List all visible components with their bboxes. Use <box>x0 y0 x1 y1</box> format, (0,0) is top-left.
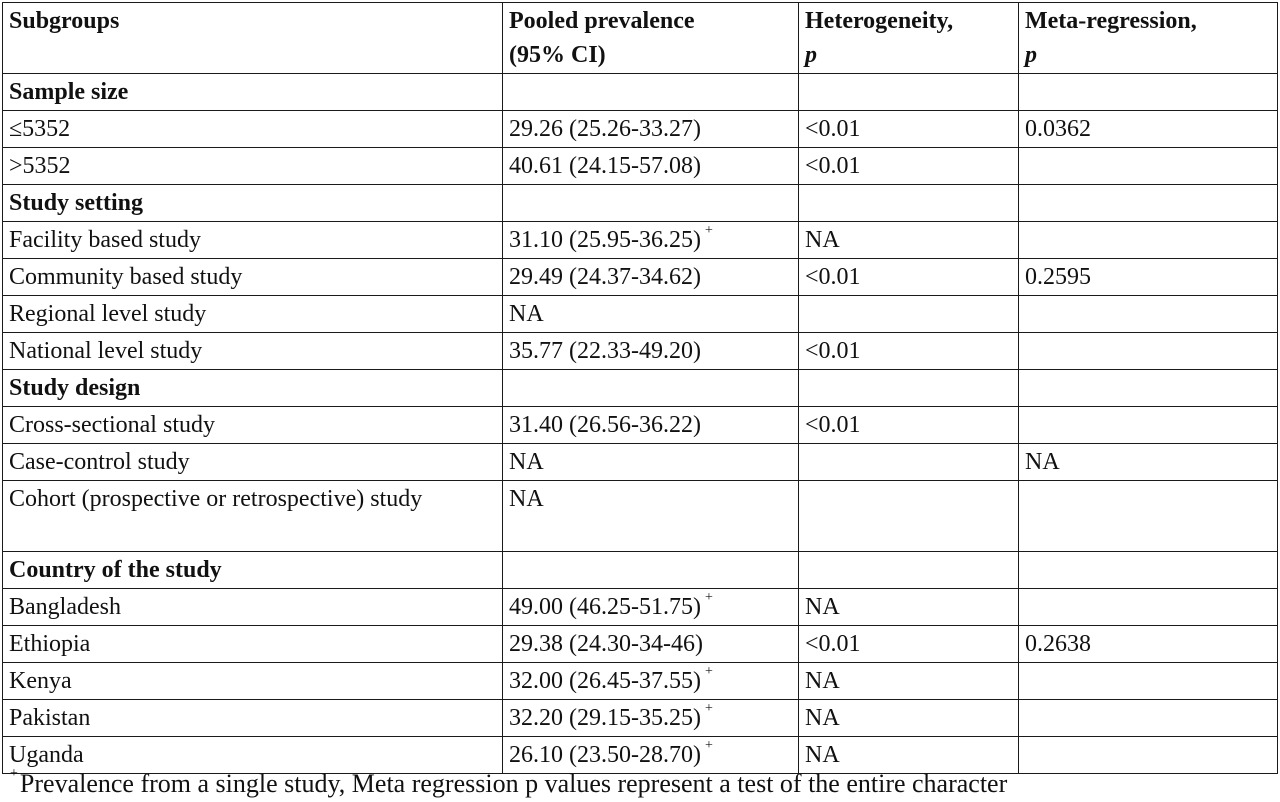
header-pooled-prevalence-line1: Pooled prevalence <box>509 8 695 34</box>
table-row <box>3 222 1278 259</box>
heterogeneity-cell: <0.01 <box>799 148 1019 185</box>
group-row-sample-size <box>3 74 1278 111</box>
heterogeneity-cell: <0.01 <box>799 259 1019 296</box>
prevalence-value: 49.00 (46.25-51.75) <box>509 594 701 620</box>
header-meta-regression-p: p <box>1025 42 1037 68</box>
prevalence-cell: NA <box>503 296 799 333</box>
table-row <box>3 444 1278 481</box>
group-label: Country of the study <box>3 552 503 589</box>
footnote-text: Prevalence from a single study, Meta regression p values represent a test of the entire character <box>19 769 1008 798</box>
meta-regression-cell <box>1019 700 1278 737</box>
prevalence-cell <box>503 700 799 737</box>
table-row <box>3 481 1278 552</box>
subgroup-cell: Ethiopia <box>3 626 503 663</box>
header-meta-regression-line1: Meta-regression, <box>1025 8 1197 34</box>
meta-regression-cell <box>1019 481 1278 552</box>
prevalence-value: 26.10 (23.50-28.70) <box>509 742 701 768</box>
heterogeneity-cell: <0.01 <box>799 111 1019 148</box>
meta-regression-cell: NA <box>1019 444 1278 481</box>
header-row <box>3 3 1278 74</box>
meta-regression-cell: 0.2638 <box>1019 626 1278 663</box>
group-row-study-design <box>3 370 1278 407</box>
subgroup-cell: ≤5352 <box>3 111 503 148</box>
group-row-country <box>3 552 1278 589</box>
prevalence-cell: 40.61 (24.15-57.08) <box>503 148 799 185</box>
meta-regression-cell <box>1019 589 1278 626</box>
heterogeneity-cell: <0.01 <box>799 407 1019 444</box>
table-row <box>3 296 1278 333</box>
subgroup-cell: National level study <box>3 333 503 370</box>
meta-regression-cell <box>1019 407 1278 444</box>
group-label: Sample size <box>3 74 503 111</box>
prevalence-cell <box>503 589 799 626</box>
table-row <box>3 663 1278 700</box>
subgroup-cell: Cohort (prospective or retrospective) study <box>3 481 503 552</box>
header-heterogeneity-p: p <box>805 42 817 68</box>
subgroup-cell: Kenya <box>3 663 503 700</box>
group-row-study-setting <box>3 185 1278 222</box>
heterogeneity-cell: <0.01 <box>799 626 1019 663</box>
header-heterogeneity-line1: Heterogeneity, <box>805 8 954 34</box>
header-pooled-prevalence-line2: (95% CI) <box>509 42 606 68</box>
subgroup-cell: Case-control study <box>3 444 503 481</box>
subgroup-cell: Cross-sectional study <box>3 407 503 444</box>
prevalence-cell: NA <box>503 444 799 481</box>
table-row <box>3 589 1278 626</box>
single-study-marker: + <box>704 223 713 238</box>
meta-regression-cell <box>1019 737 1278 774</box>
subgroup-cell: Pakistan <box>3 700 503 737</box>
subgroup-cell: Regional level study <box>3 296 503 333</box>
prevalence-cell: NA <box>503 481 799 552</box>
table-row <box>3 700 1278 737</box>
single-study-marker: + <box>704 738 713 753</box>
prevalence-cell: 29.38 (24.30-34-46) <box>503 626 799 663</box>
group-label: Study setting <box>3 185 503 222</box>
subgroup-cell: Facility based study <box>3 222 503 259</box>
header-pooled-prevalence <box>503 3 799 74</box>
subgroup-cell: Community based study <box>3 259 503 296</box>
meta-regression-cell <box>1019 296 1278 333</box>
meta-regression-cell: 0.2595 <box>1019 259 1278 296</box>
heterogeneity-cell <box>799 444 1019 481</box>
subgroup-cell: >5352 <box>3 148 503 185</box>
table-row <box>3 407 1278 444</box>
table-row <box>3 148 1278 185</box>
table-row <box>3 259 1278 296</box>
prevalence-cell <box>503 222 799 259</box>
table-footnote <box>10 767 1007 801</box>
header-subgroups-text: Subgroups <box>9 8 120 34</box>
meta-regression-cell: 0.0362 <box>1019 111 1278 148</box>
heterogeneity-cell: NA <box>799 589 1019 626</box>
header-heterogeneity <box>799 3 1019 74</box>
heterogeneity-cell <box>799 296 1019 333</box>
table-row <box>3 626 1278 663</box>
subgroup-cell: Bangladesh <box>3 589 503 626</box>
subgroup-analysis-table <box>2 2 1278 774</box>
prevalence-cell: 29.26 (25.26-33.27) <box>503 111 799 148</box>
prevalence-value: 32.20 (29.15-35.25) <box>509 705 701 731</box>
single-study-marker: + <box>704 701 713 716</box>
heterogeneity-cell: <0.01 <box>799 333 1019 370</box>
heterogeneity-cell: NA <box>799 700 1019 737</box>
table-row <box>3 333 1278 370</box>
prevalence-cell: 29.49 (24.37-34.62) <box>503 259 799 296</box>
footnote-marker: + <box>10 766 18 781</box>
meta-regression-cell <box>1019 222 1278 259</box>
table-row <box>3 111 1278 148</box>
meta-regression-cell <box>1019 663 1278 700</box>
single-study-marker: + <box>704 664 713 679</box>
prevalence-cell: 31.40 (26.56-36.22) <box>503 407 799 444</box>
meta-regression-cell <box>1019 333 1278 370</box>
prevalence-value: 31.10 (25.95-36.25) <box>509 227 701 253</box>
heterogeneity-cell <box>799 481 1019 552</box>
subgroup-cell: Uganda <box>3 737 503 774</box>
group-label: Study design <box>3 370 503 407</box>
header-subgroups <box>3 3 503 74</box>
heterogeneity-cell: NA <box>799 663 1019 700</box>
prevalence-cell: 35.77 (22.33-49.20) <box>503 333 799 370</box>
single-study-marker: + <box>704 590 713 605</box>
heterogeneity-cell: NA <box>799 222 1019 259</box>
meta-regression-cell <box>1019 148 1278 185</box>
header-meta-regression <box>1019 3 1278 74</box>
prevalence-value: 32.00 (26.45-37.55) <box>509 668 701 694</box>
prevalence-cell <box>503 663 799 700</box>
heterogeneity-cell: NA <box>799 737 1019 774</box>
